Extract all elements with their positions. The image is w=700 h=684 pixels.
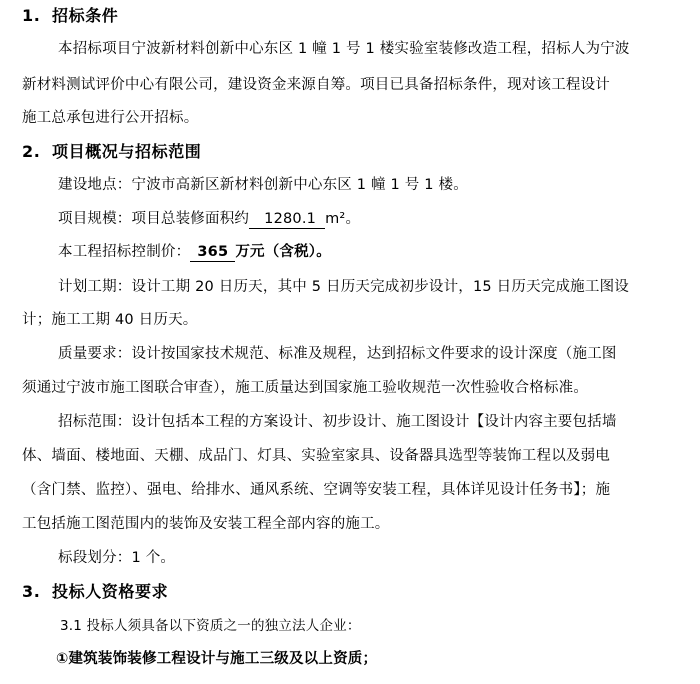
scope-line: （含门禁、监控）、强电、给排水、通风系统、空调等安装工程，具体详见设计任务书】；施: [22, 482, 611, 498]
quality-line: 须通过宁波市施工图联合审查），施工质量达到国家施工验收规范一次性验收合格标准。: [22, 380, 589, 396]
project-scale-label: 项目规模：项目总装修面积约: [58, 211, 250, 227]
section-title: 投标人资格要求: [52, 582, 169, 601]
scope-line: 工包括施工图范围内的装饰及安装工程全部内容的施工。: [22, 516, 390, 532]
project-scale: [58, 209, 360, 229]
schedule-line: 计；施工工期 40 日历天。: [22, 312, 198, 328]
section-3-heading: [22, 582, 168, 602]
section-number: 2.: [22, 142, 41, 161]
area-unit: m²。: [325, 211, 361, 227]
scope-line: 招标范围：设计包括本工程的方案设计、初步设计、施工图设计【设计内容主要包括墙: [58, 414, 617, 430]
paragraph-line: 新材料测试评价中心有限公司，建设资金来源自筹。项目已具备招标条件，现对该工程设计: [22, 77, 610, 93]
section-title: 招标条件: [52, 6, 119, 25]
section-number: 1.: [22, 6, 41, 25]
section-2-heading: [22, 142, 201, 162]
section-title: 项目概况与招标范围: [52, 142, 202, 161]
control-price-amount: 365: [190, 244, 235, 262]
scope-line: 体、墙面、楼地面、天棚、成品门、灯具、实验室家具、设备器具选型等装饰工程以及弱电: [22, 448, 610, 464]
schedule-line: 计划工期：设计工期 20 日历天，其中 5 日历天完成初步设计，15 日历天完成施工图设: [58, 279, 629, 295]
paragraph-line: 施工总承包进行公开招标。: [22, 110, 199, 126]
qualification-item-1: ①建筑装饰装修工程设计与施工三级及以上资质；: [56, 651, 378, 667]
construction-location: 建设地点：宁波市高新区新材料创新中心东区 1 幢 1 号 1 楼。: [58, 177, 468, 193]
section-1-heading: [22, 6, 118, 26]
project-area-value: 1280.1: [249, 211, 325, 229]
section-number: 3.: [22, 582, 41, 601]
quality-line: 质量要求：设计按国家技术规范、标准及规程，达到招标文件要求的设计深度（施工图: [58, 346, 617, 362]
control-price: [58, 242, 331, 262]
lot-division: 标段划分：1 个。: [58, 550, 176, 566]
paragraph-line: 本招标项目宁波新材料创新中心东区 1 幢 1 号 1 楼实验室装修改造工程，招标人为宁波: [58, 41, 630, 57]
control-price-label: 本工程招标控制价：: [58, 244, 191, 260]
qualification-requirement: 3.1 投标人须具备以下资质之一的独立法人企业：: [60, 618, 361, 634]
control-price-suffix: 万元（含税）。: [235, 244, 331, 260]
